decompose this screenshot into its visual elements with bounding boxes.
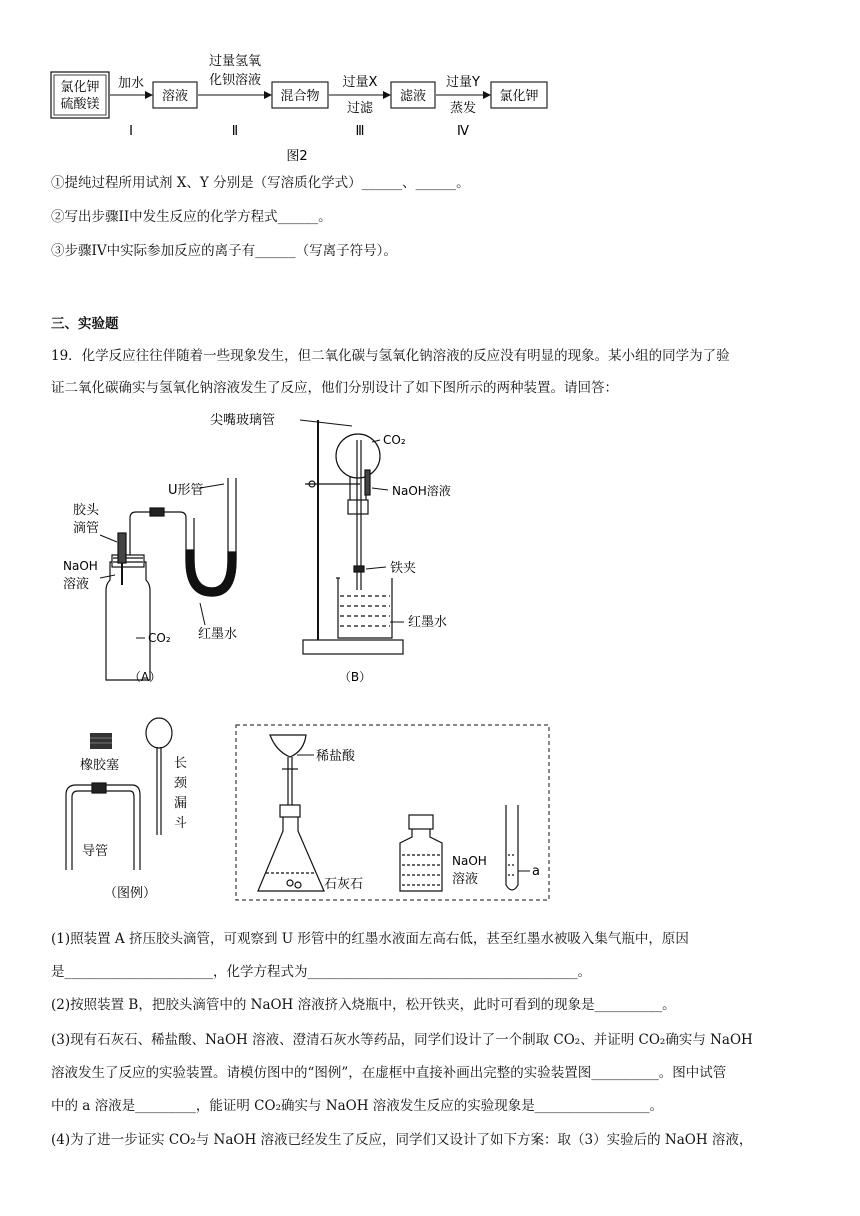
b-label-naoh: NaOH溶液 (392, 484, 451, 498)
flow-step-3: Ⅲ (355, 124, 365, 139)
flow-arrow1-label: 加水 (117, 76, 145, 91)
dashed-flask-icon (258, 805, 324, 891)
legend-and-dashed-box (0, 705, 860, 905)
dashed-bottle-icon (400, 815, 442, 891)
q19-part3-line2: 溶液发生了反应的实验装置。请模仿图中的“图例”，在虚框中直接补画出完整的实验装置图__________。图中试管 (51, 1065, 727, 1081)
question-18-part3: ③步骤IV中实际参加反应的离子有______（写离子符号）。 (51, 243, 397, 259)
legend-tube-label: 导管 (82, 844, 109, 859)
a-label-dropper-2: 滴管 (73, 521, 100, 536)
flow-arrow2-label-2: 化钡溶液 (208, 73, 262, 88)
legend-funnel-4: 斗 (174, 816, 188, 831)
section-title: 三、实验题 (51, 316, 119, 332)
flow-box1-line2: 硫酸镁 (60, 97, 100, 112)
b-label-clamp: 铁夹 (390, 561, 417, 576)
flow-arrow3-bottom: 过滤 (346, 101, 374, 116)
b-caption: （B） (338, 670, 372, 684)
flow-step-2: Ⅱ (231, 124, 239, 139)
flow-arrow3-top: 过量X (342, 75, 378, 90)
apparatus-figure-ab (0, 400, 860, 700)
b-label-glass-tube: 尖嘴玻璃管 (210, 413, 276, 428)
a-label-naoh-2: 溶液 (63, 577, 90, 592)
q19-part1-line1: (1)照装置 A 挤压胶头滴管，可观察到 U 形管中的红墨水液面左高右低，甚至红墨水被吸入集气瓶中，原因 (51, 931, 689, 947)
a-label-naoh-1: NaOH (63, 559, 98, 573)
question-18-part1: ①提纯过程所用试剂 X、Y 分别是（写溶质化学式）______、______。 (51, 175, 470, 191)
label-acid: 稀盐酸 (316, 749, 356, 764)
label-limestone: 石灰石 (324, 877, 364, 892)
q19-part3-line1: (3)现有石灰石、稀盐酸、NaOH 溶液、澄清石灰水等药品，同学们设计了一个制取 CO₂、并证明 CO₂确实与 NaOH (51, 1032, 753, 1048)
flow-arrow2-label-1: 过量氢氧 (208, 54, 262, 69)
legend-funnel-1: 长 (174, 756, 188, 771)
q19-part3-line3: 中的 a 溶液是_________，能证明 CO₂确实与 NaOH 溶液发生反应的实验现象是_________________。 (51, 1098, 664, 1114)
a-caption: （A） (128, 670, 162, 684)
flow-box4-label: 滤液 (399, 89, 427, 104)
dashed-test-tube-icon (506, 805, 518, 890)
dashed-sep-funnel-icon (270, 735, 306, 815)
legend-stopper-icon (90, 733, 112, 749)
q19-part4-line1: (4)为了进一步证实 CO₂与 NaOH 溶液已经发生了反应，同学们又设计了如下方案：取（3）实验后的 NaOH 溶液， (51, 1132, 753, 1148)
legend-funnel-3: 漏 (174, 796, 188, 811)
b-label-co2: CO₂ (383, 433, 406, 447)
legend-funnel-icon (146, 718, 172, 835)
a-label-dropper-1: 胶头 (73, 503, 100, 518)
flow-box5-label: 氯化钾 (499, 89, 539, 104)
flow-step-4: Ⅳ (457, 124, 469, 139)
question-18-part2: ②写出步骤II中发生反应的化学方程式______。 (51, 209, 332, 225)
legend-caption: （图例） (103, 886, 157, 901)
q19-intro-line1: 19．化学反应往往伴随着一些现象发生，但二氧化碳与氢氧化钠溶液的反应没有明显的现象。某小组的同学为了验 (51, 348, 730, 364)
label-naoh-1: NaOH (452, 854, 487, 868)
flow-box1-line1: 氯化钾 (60, 80, 100, 95)
legend-funnel-2: 颈 (174, 776, 188, 791)
flow-step-1: Ⅰ (129, 124, 133, 139)
flow-box3-label: 混合物 (280, 89, 320, 104)
label-a: a (532, 864, 540, 879)
q19-part2: (2)按照装置 B，把胶头滴管中的 NaOH 溶液挤入烧瓶中，松开铁夹，此时可看到的现象是__________。 (51, 997, 676, 1013)
a-label-u-tube: U形管 (168, 483, 204, 498)
flow-arrow4-bottom: 蒸发 (449, 101, 477, 116)
flow-box2-label: 溶液 (161, 89, 189, 104)
flow-caption: 图2 (286, 149, 308, 164)
apparatus-b (303, 420, 403, 654)
a-label-ink: 红墨水 (198, 627, 238, 642)
flow-arrow4-top: 过量Y (446, 75, 480, 90)
q19-intro-line2: 证二氧化碳确实与氢氧化钠溶液发生了反应，他们分别设计了如下图所示的两种装置。请回答： (51, 380, 618, 396)
q19-part1-line2: 是______________________，化学方程式为________________________________________。 (51, 964, 591, 980)
flowchart-figure-2 (0, 0, 860, 170)
label-naoh-2: 溶液 (452, 872, 479, 887)
legend-stopper-label: 橡胶塞 (80, 758, 120, 773)
a-label-co2: CO₂ (148, 631, 171, 645)
b-label-ink: 红墨水 (408, 615, 448, 630)
apparatus-a (106, 478, 236, 680)
